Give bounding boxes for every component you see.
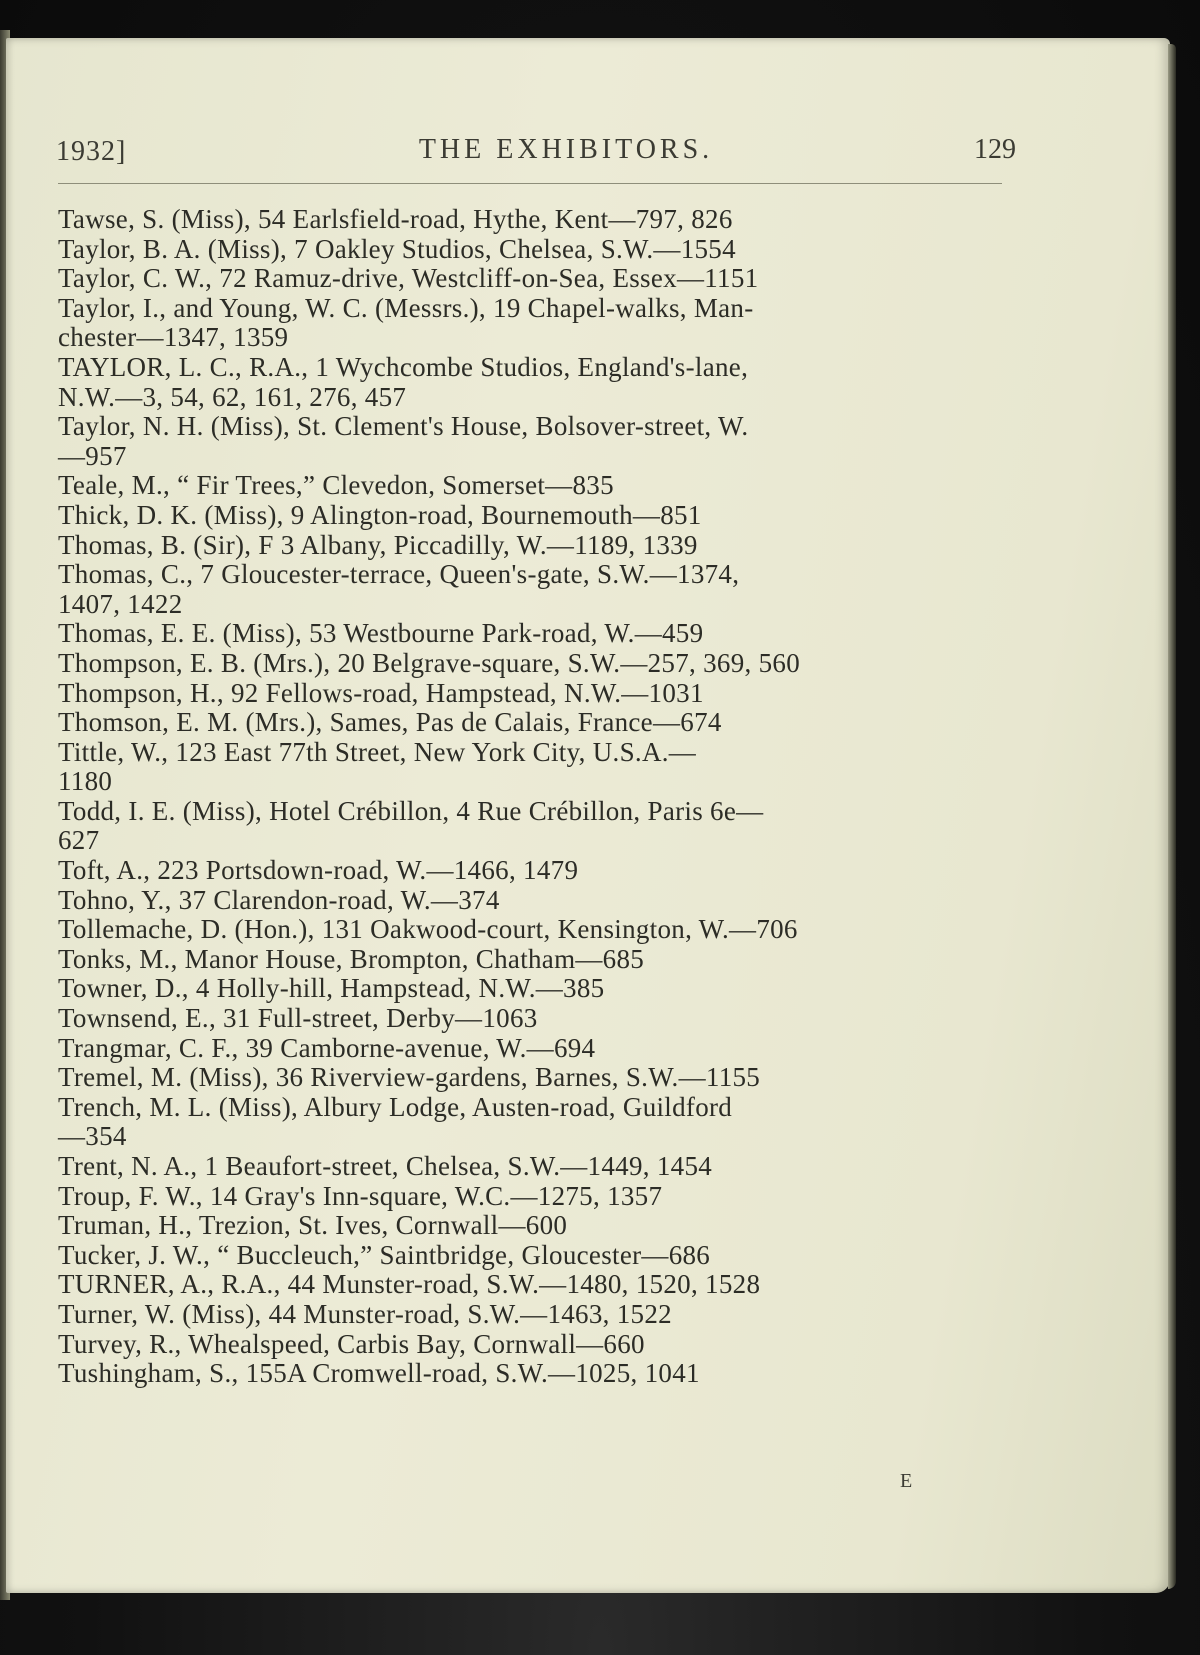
exhibitor-entry: Tucker, J. W., “ Buccleuch,” Saintbridge, Gloucester—686 xyxy=(58,1239,711,1270)
exhibitor-entry: Tohno, Y., 37 Clarendon-road, W.—374 xyxy=(58,884,500,915)
header-title: THE EXHIBITORS. xyxy=(418,134,714,165)
exhibitor-entry: Turvey, R., Whealspeed, Carbis Bay, Cornwall—660 xyxy=(58,1328,645,1359)
exhibitor-entry: Tollemache, D. (Hon.), 131 Oakwood-court, Kensington, W.—706 xyxy=(58,914,798,945)
exhibitor-entry: Tawse, S. (Miss), 54 Earlsfield-road, Hythe, Kent—797, 826 xyxy=(58,204,733,234)
exhibitor-entry: Taylor, C. W., 72 Ramuz-drive, Westcliff-on-Sea, Essex—1151 xyxy=(58,263,759,294)
exhibitor-entry: Taylor, N. H. (Miss), St. Clement's House, Bolsover-street, W. —957 xyxy=(58,411,749,471)
exhibitor-entry: Turner, W. (Miss), 44 Munster-road, S.W.—1463, 1522 xyxy=(58,1298,672,1329)
exhibitor-entry: Thomas, C., 7 Gloucester-terrace, Queen's-gate, S.W.—1374, 1407, 1422 xyxy=(58,559,740,619)
page-edge xyxy=(1168,44,1176,1589)
exhibitor-entry: Thomas, B. (Sir), F 3 Albany, Piccadilly, W.—1189, 1339 xyxy=(58,529,698,560)
exhibitor-entry: TURNER, A., R.A., 44 Munster-road, S.W.—1480, 1520, 1528 xyxy=(58,1269,761,1300)
exhibitor-entry: Trangmar, C. F., 39 Camborne-avenue, W.—694 xyxy=(58,1032,596,1063)
exhibitor-entry: Toft, A., 223 Portsdown-road, W.—1466, 1479 xyxy=(58,855,579,886)
running-header xyxy=(56,130,1016,174)
header-rule xyxy=(58,183,1002,184)
exhibitor-entry: Troup, F. W., 14 Gray's Inn-square, W.C.—1275, 1357 xyxy=(58,1180,663,1211)
exhibitor-entry: Tushingham, S., 155A Cromwell-road, S.W.—1025, 1041 xyxy=(58,1358,700,1389)
exhibitor-entry: Todd, I. E. (Miss), Hotel Crébillon, 4 Rue Crébillon, Paris 6e— 627 xyxy=(58,795,764,856)
header-year: 1932] xyxy=(56,136,127,167)
signature-mark: E xyxy=(900,1470,913,1492)
exhibitor-entry: Thompson, E. B. (Mrs.), 20 Belgrave-square, S.W.—257, 369, 560 xyxy=(58,647,801,678)
exhibitor-entry: Thomson, E. M. (Mrs.), Sames, Pas de Calais, France—674 xyxy=(58,707,722,738)
exhibitor-entry: Towner, D., 4 Holly-hill, Hampstead, N.W.—385 xyxy=(58,973,605,1004)
page-number: 129 xyxy=(974,134,1016,165)
exhibitor-entry: Townsend, E., 31 Full-street, Derby—1063 xyxy=(58,1003,538,1034)
exhibitor-entry: Trent, N. A., 1 Beaufort-street, Chelsea, S.W.—1449, 1454 xyxy=(58,1151,713,1181)
exhibitor-entry: Tittle, W., 123 East 77th Street, New York City, U.S.A.— 1180 xyxy=(58,736,697,797)
exhibitor-entry: Truman, H., Trezion, St. Ives, Cornwall—600 xyxy=(58,1210,568,1241)
exhibitor-entry: Thomas, E. E. (Miss), 53 Westbourne Park-road, W.—459 xyxy=(58,618,704,649)
exhibitor-entry: Taylor, B. A. (Miss), 7 Oakley Studios, Chelsea, S.W.—1554 xyxy=(58,233,736,264)
exhibitor-list xyxy=(58,205,1018,1389)
exhibitor-entry: Taylor, I., and Young, W. C. (Messrs.), 19 Chapel-walks, Man- chester—1347, 1359 xyxy=(58,292,754,353)
exhibitor-entry: Tremel, M. (Miss), 36 Riverview-gardens, Barnes, S.W.—1155 xyxy=(58,1062,761,1093)
exhibitor-entry: Trench, M. L. (Miss), Albury Lodge, Austen-road, Guildford —354 xyxy=(58,1091,733,1152)
exhibitor-entry: Teale, M., “ Fir Trees,” Clevedon, Somerset—835 xyxy=(58,470,614,501)
exhibitor-entry: Tonks, M., Manor House, Brompton, Chatham—685 xyxy=(58,943,645,974)
exhibitor-entry: Thompson, H., 92 Fellows-road, Hampstead, N.W.—1031 xyxy=(58,677,704,708)
exhibitor-entry: TAYLOR, L. C., R.A., 1 Wychcombe Studios, England's-lane, N.W.—3, 54, 62, 161, 276, 457 xyxy=(58,351,749,412)
exhibitor-entry: Thick, D. K. (Miss), 9 Alington-road, Bournemouth—851 xyxy=(58,499,702,530)
